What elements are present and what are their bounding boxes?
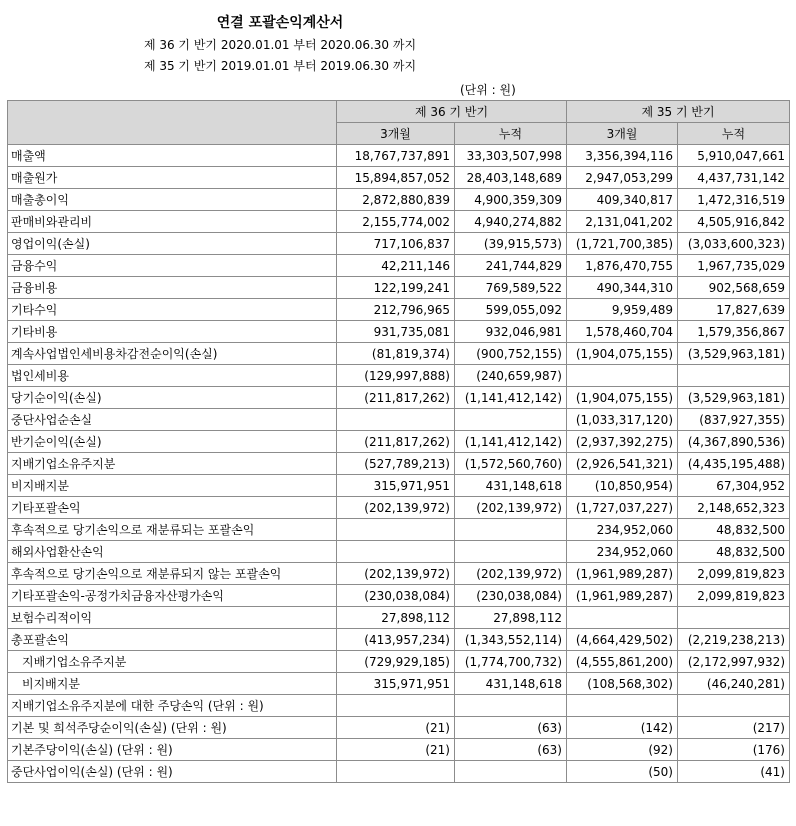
cell-value: (142) [567, 717, 678, 739]
table-row [8, 233, 790, 255]
row-label: 지배기업소유주지분 [8, 453, 337, 475]
cell-value: 212,796,965 [337, 299, 455, 321]
cell-value: 315,971,951 [337, 475, 455, 497]
cell-value: (50) [567, 761, 678, 783]
cell-value [455, 695, 567, 717]
cell-value: (211,817,262) [337, 431, 455, 453]
row-label: 비지배지분 [8, 673, 337, 695]
table-row [8, 277, 790, 299]
table-body [8, 145, 790, 783]
table-row [8, 387, 790, 409]
table-row [8, 651, 790, 673]
cell-value: 2,099,819,823 [678, 563, 790, 585]
unit-label: (단위 : 원) [460, 83, 516, 97]
cell-value: 241,744,829 [455, 255, 567, 277]
table-row [8, 167, 790, 189]
cell-value: (92) [567, 739, 678, 761]
cell-value: 9,959,489 [567, 299, 678, 321]
row-label: 법인세비용 [8, 365, 337, 387]
cell-value: (4,435,195,488) [678, 453, 790, 475]
cell-value: (1,721,700,385) [567, 233, 678, 255]
cell-value: 2,872,880,839 [337, 189, 455, 211]
cell-value: (10,850,954) [567, 475, 678, 497]
row-label: 해외사업환산손익 [8, 541, 337, 563]
header-sub: 누적 [455, 123, 567, 145]
cell-value: 431,148,618 [455, 475, 567, 497]
cell-value: 15,894,857,052 [337, 167, 455, 189]
cell-value [337, 519, 455, 541]
cell-value: (21) [337, 717, 455, 739]
table-row [8, 585, 790, 607]
row-label: 판매비와관리비 [8, 211, 337, 233]
cell-value: 234,952,060 [567, 541, 678, 563]
cell-value: 3,356,394,116 [567, 145, 678, 167]
cell-value: (1,774,700,732) [455, 651, 567, 673]
row-label: 지배기업소유주지분 [8, 651, 337, 673]
cell-value [337, 761, 455, 783]
table-row [8, 321, 790, 343]
table-row [8, 145, 790, 167]
cell-value: (4,367,890,536) [678, 431, 790, 453]
table-row [8, 673, 790, 695]
cell-value: 2,099,819,823 [678, 585, 790, 607]
cell-value [337, 541, 455, 563]
row-label: 기타포괄손익-공정가치금융자산평가손익 [8, 585, 337, 607]
table-row [8, 343, 790, 365]
cell-value: 717,106,837 [337, 233, 455, 255]
table-row [8, 739, 790, 761]
table-row [8, 475, 790, 497]
cell-value [455, 761, 567, 783]
row-label: 비지배지분 [8, 475, 337, 497]
row-label: 기타비용 [8, 321, 337, 343]
cell-value: (1,572,560,760) [455, 453, 567, 475]
cell-value: (1,727,037,227) [567, 497, 678, 519]
row-label: 금융비용 [8, 277, 337, 299]
cell-value: (46,240,281) [678, 673, 790, 695]
cell-value: 2,148,652,323 [678, 497, 790, 519]
statement-title: 연결 포괄손익계산서 [216, 15, 344, 31]
cell-value [567, 607, 678, 629]
cell-value: 27,898,112 [455, 607, 567, 629]
cell-value: (1,961,989,287) [567, 563, 678, 585]
row-label: 반기순이익(손실) [8, 431, 337, 453]
cell-value: (176) [678, 739, 790, 761]
cell-value: 599,055,092 [455, 299, 567, 321]
row-label: 기타포괄손익 [8, 497, 337, 519]
row-label: 기타수익 [8, 299, 337, 321]
table-row [8, 497, 790, 519]
cell-value: 315,971,951 [337, 673, 455, 695]
table-row [8, 211, 790, 233]
cell-value [455, 541, 567, 563]
cell-value: 67,304,952 [678, 475, 790, 497]
cell-value: 2,131,041,202 [567, 211, 678, 233]
cell-value [678, 607, 790, 629]
cell-value: (1,904,075,155) [567, 343, 678, 365]
cell-value: 409,340,817 [567, 189, 678, 211]
cell-value: 932,046,981 [455, 321, 567, 343]
cell-value: (1,141,412,142) [455, 431, 567, 453]
table-row [8, 607, 790, 629]
cell-value [455, 409, 567, 431]
row-label: 총포괄손익 [8, 629, 337, 651]
cell-value: 2,947,053,299 [567, 167, 678, 189]
header-sub: 3개월 [567, 123, 678, 145]
table-row [8, 541, 790, 563]
cell-value: (1,033,317,120) [567, 409, 678, 431]
cell-value: (527,789,213) [337, 453, 455, 475]
income-statement-table [7, 100, 790, 783]
cell-value: (108,568,302) [567, 673, 678, 695]
header-period-current: 제 36 기 반기 [337, 101, 567, 123]
cell-value: 234,952,060 [567, 519, 678, 541]
cell-value: (4,664,429,502) [567, 629, 678, 651]
cell-value: (1,343,552,114) [455, 629, 567, 651]
cell-value: 2,155,774,002 [337, 211, 455, 233]
cell-value: 1,578,460,704 [567, 321, 678, 343]
cell-value: (21) [337, 739, 455, 761]
header-row-periods [8, 101, 790, 123]
row-label: 후속적으로 당기손익으로 재분류되지 않는 포괄손익 [8, 563, 337, 585]
cell-value: 5,910,047,661 [678, 145, 790, 167]
cell-value: 48,832,500 [678, 519, 790, 541]
cell-value: 18,767,737,891 [337, 145, 455, 167]
cell-value: (900,752,155) [455, 343, 567, 365]
table-row [8, 365, 790, 387]
cell-value [455, 519, 567, 541]
cell-value: (211,817,262) [337, 387, 455, 409]
cell-value: 4,437,731,142 [678, 167, 790, 189]
cell-value [678, 695, 790, 717]
cell-value: 33,303,507,998 [455, 145, 567, 167]
table-row [8, 299, 790, 321]
cell-value: 1,579,356,867 [678, 321, 790, 343]
cell-value: (202,139,972) [337, 563, 455, 585]
table-row [8, 453, 790, 475]
row-label: 후속적으로 당기손익으로 재분류되는 포괄손익 [8, 519, 337, 541]
row-label: 기본주당이익(손실) (단위 : 원) [8, 739, 337, 761]
cell-value [567, 695, 678, 717]
table-row [8, 717, 790, 739]
row-label: 당기순이익(손실) [8, 387, 337, 409]
cell-value [678, 365, 790, 387]
cell-value: 122,199,241 [337, 277, 455, 299]
table-row [8, 519, 790, 541]
cell-value: 769,589,522 [455, 277, 567, 299]
cell-value: (202,139,972) [455, 563, 567, 585]
cell-value: (413,957,234) [337, 629, 455, 651]
cell-value: 931,735,081 [337, 321, 455, 343]
cell-value: (41) [678, 761, 790, 783]
cell-value: 490,344,310 [567, 277, 678, 299]
cell-value: (1,904,075,155) [567, 387, 678, 409]
cell-value: (2,219,238,213) [678, 629, 790, 651]
cell-value: 431,148,618 [455, 673, 567, 695]
row-label: 중단사업이익(손실) (단위 : 원) [8, 761, 337, 783]
cell-value: (202,139,972) [337, 497, 455, 519]
row-label: 지배기업소유주지분에 대한 주당손익 (단위 : 원) [8, 695, 337, 717]
cell-value: (217) [678, 717, 790, 739]
table-row [8, 189, 790, 211]
cell-value: (2,172,997,932) [678, 651, 790, 673]
cell-value: (4,555,861,200) [567, 651, 678, 673]
cell-value: 27,898,112 [337, 607, 455, 629]
cell-value: (63) [455, 717, 567, 739]
cell-value: (39,915,573) [455, 233, 567, 255]
row-label: 기본 및 희석주당순이익(손실) (단위 : 원) [8, 717, 337, 739]
cell-value: (129,997,888) [337, 365, 455, 387]
cell-value: (63) [455, 739, 567, 761]
cell-value: 4,900,359,309 [455, 189, 567, 211]
cell-value: (81,819,374) [337, 343, 455, 365]
cell-value [337, 695, 455, 717]
cell-value: 1,876,470,755 [567, 255, 678, 277]
cell-value: (230,038,084) [455, 585, 567, 607]
table-row [8, 255, 790, 277]
cell-value: 17,827,639 [678, 299, 790, 321]
row-label: 보험수리적이익 [8, 607, 337, 629]
cell-value: 4,505,916,842 [678, 211, 790, 233]
cell-value: (1,141,412,142) [455, 387, 567, 409]
cell-value: 28,403,148,689 [455, 167, 567, 189]
cell-value: (240,659,987) [455, 365, 567, 387]
table-row [8, 563, 790, 585]
current-period: 제 36 기 반기 2020.01.01 부터 2020.06.30 까지 [143, 38, 417, 52]
cell-value: (3,529,963,181) [678, 343, 790, 365]
cell-value: (2,937,392,275) [567, 431, 678, 453]
header-period-prior: 제 35 기 반기 [567, 101, 790, 123]
cell-value: (837,927,355) [678, 409, 790, 431]
table-row [8, 629, 790, 651]
statement-header [0, 0, 796, 100]
cell-value: 1,472,316,519 [678, 189, 790, 211]
row-label: 금융수익 [8, 255, 337, 277]
cell-value: (2,926,541,321) [567, 453, 678, 475]
cell-value: (729,929,185) [337, 651, 455, 673]
cell-value: 42,211,146 [337, 255, 455, 277]
prior-period: 제 35 기 반기 2019.01.01 부터 2019.06.30 까지 [143, 59, 417, 73]
table-row [8, 431, 790, 453]
row-label: 매출원가 [8, 167, 337, 189]
cell-value: (202,139,972) [455, 497, 567, 519]
row-label: 중단사업순손실 [8, 409, 337, 431]
cell-value: 902,568,659 [678, 277, 790, 299]
table-row [8, 761, 790, 783]
cell-value: (3,033,600,323) [678, 233, 790, 255]
cell-value: (3,529,963,181) [678, 387, 790, 409]
cell-value: (1,961,989,287) [567, 585, 678, 607]
row-label: 계속사업법인세비용차감전순이익(손실) [8, 343, 337, 365]
cell-value: 1,967,735,029 [678, 255, 790, 277]
row-label: 매출총이익 [8, 189, 337, 211]
cell-value: 48,832,500 [678, 541, 790, 563]
cell-value [337, 409, 455, 431]
cell-value [567, 365, 678, 387]
cell-value: 4,940,274,882 [455, 211, 567, 233]
row-label: 매출액 [8, 145, 337, 167]
header-sub: 누적 [678, 123, 790, 145]
table-row [8, 409, 790, 431]
header-sub: 3개월 [337, 123, 455, 145]
row-label: 영업이익(손실) [8, 233, 337, 255]
table-row [8, 695, 790, 717]
cell-value: (230,038,084) [337, 585, 455, 607]
header-blank [8, 101, 337, 145]
